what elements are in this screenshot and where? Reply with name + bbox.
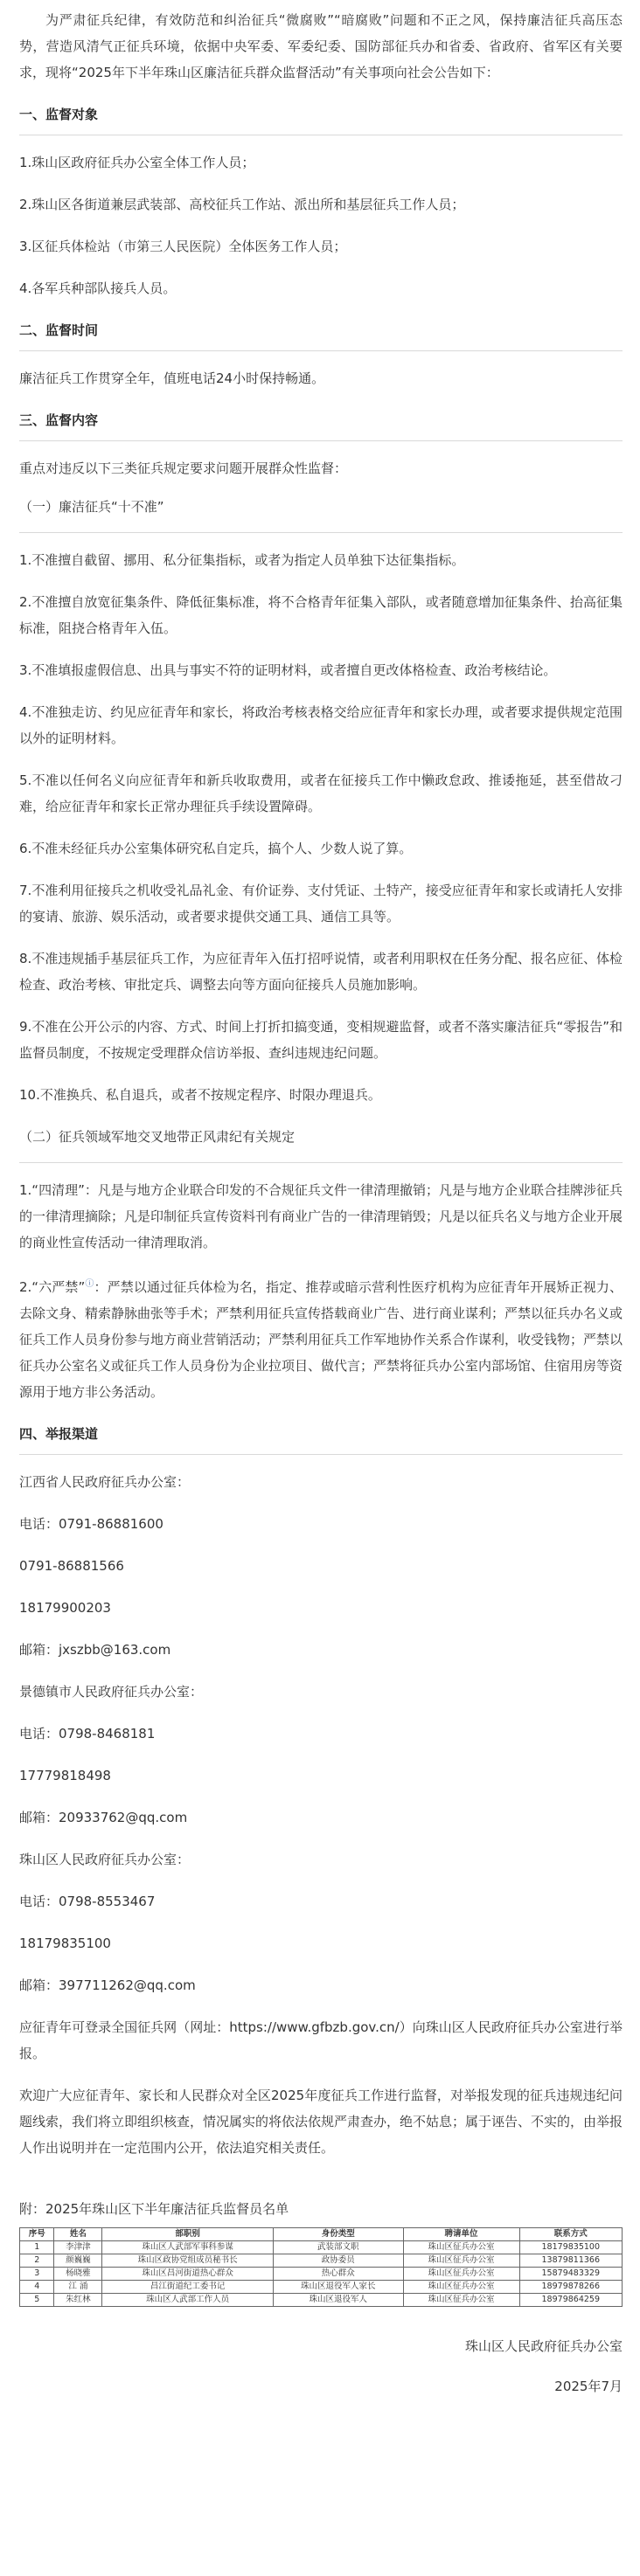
col-header: 联系方式 xyxy=(519,2228,622,2241)
appendix-caption: 附：2025年珠山区下半年廉洁征兵监督员名单 xyxy=(19,2201,289,2217)
col-header: 身份类型 xyxy=(273,2228,403,2241)
table-row xyxy=(20,2294,623,2307)
signature-block xyxy=(19,2333,623,2399)
contact-line: 18179835100 xyxy=(19,1935,111,1951)
table-row xyxy=(20,2254,623,2268)
rule-3: 3.不准填报虚假信息、出具与事实不符的证明材料，或者擅自更改体格检查、政治考核结论。 xyxy=(19,662,557,678)
contact-email[interactable]: 邮箱：20933762@qq.com xyxy=(19,1810,188,1825)
online-report: 应征青年可登录全国征兵网（网址：https://www.gfbzb.gov.cn/）向珠山区人民政府征兵办公室进行举报。 xyxy=(19,2019,623,2061)
table-row xyxy=(20,2281,623,2294)
table-cell: 珠山区征兵办公室 xyxy=(403,2254,519,2268)
signature-org: 珠山区人民政府征兵办公室 xyxy=(464,2338,623,2354)
rule-7: 7.不准利用征接兵之机收受礼品礼金、有价证券、支付凭证、土特产，接受应征青年和家长或请托人安排的宴请、旅游、娱乐活动，或者要求提供交通工具、通信工具等。 xyxy=(19,883,623,924)
signature-date: 2025年7月 xyxy=(554,2379,623,2394)
table-cell: 朱红林 xyxy=(54,2294,102,2307)
table-cell: 5 xyxy=(20,2294,54,2307)
section-2-heading: 二、监督时间 xyxy=(19,322,99,338)
s3-subheading-1: （一）廉洁征兵“十不准” xyxy=(19,499,164,515)
table-cell: 珠山区征兵办公室 xyxy=(403,2241,519,2254)
rule-1: 1.不准擅自截留、挪用、私分征集指标，或者为指定人员单独下达征集指标。 xyxy=(19,552,465,568)
table-cell: 武装部文职 xyxy=(273,2241,403,2254)
table-cell: 18979878266 xyxy=(519,2281,622,2294)
divider xyxy=(19,1162,623,1163)
divider xyxy=(19,350,623,351)
table-cell: 珠山区征兵办公室 xyxy=(403,2281,519,2294)
table-cell: 4 xyxy=(20,2281,54,2294)
four-clear-label: 1.“四清理” xyxy=(19,1182,85,1198)
table-cell: 颜巍巍 xyxy=(54,2254,102,2268)
table-cell: 1 xyxy=(20,2241,54,2254)
contact-email[interactable]: 邮箱：397711262@qq.com xyxy=(19,1977,196,1993)
s3-lead: 重点对违反以下三类征兵规定要求问题开展群众性监督： xyxy=(19,460,348,476)
closing-paragraph: 欢迎广大应征青年、家长和人民群众对全区2025年度征兵工作进行监督，对举报发现的征兵违规违纪问题线索，我们将立即组织核查，情况属实的将依法依规严肃查办，绝不姑息；属于诬告、不实的，由举报人作出说明并在一定范围内公开，依法追究相关责任。 xyxy=(19,2088,623,2156)
six-bans-label: 2.“六严禁” xyxy=(19,1279,86,1295)
contact-province xyxy=(19,1469,623,1663)
s1-item-1: 1.珠山区政府征兵办公室全体工作人员； xyxy=(19,155,255,170)
rule-5: 5.不准以任何名义向应征青年和新兵收取费用，或者在征接兵工作中懒政怠政、推诿拖延，甚至借故刁难，给应征青年和家长正常办理征兵手续设置障碍。 xyxy=(19,772,623,814)
table-cell: 15879483329 xyxy=(519,2268,622,2281)
table-row xyxy=(20,2268,623,2281)
table-cell: 政协委员 xyxy=(273,2254,403,2268)
col-header: 部职别 xyxy=(102,2228,273,2241)
table-cell: 珠山区人武部工作人员 xyxy=(102,2294,273,2307)
contact-line: 17779818498 xyxy=(19,1768,111,1783)
table-cell: 李津津 xyxy=(54,2241,102,2254)
table-cell: 13879811366 xyxy=(519,2254,622,2268)
col-header: 序号 xyxy=(20,2228,54,2241)
rule-8: 8.不准违规插手基层征兵工作，为应征青年入伍打招呼说情，或者利用职权在任务分配、报名应征、体检检查、政治考核、审批定兵、调整去向等方面向征接兵人员施加影响。 xyxy=(19,951,623,993)
table-cell: 珠山区退役军人家长 xyxy=(273,2281,403,2294)
contact-org: 珠山区人民政府征兵办公室： xyxy=(19,1852,191,1867)
table-cell: 珠山区昌河街道热心群众 xyxy=(102,2268,273,2281)
divider xyxy=(19,532,623,533)
s1-item-4: 4.各军兵种部队接兵人员。 xyxy=(19,280,177,296)
col-header: 聘请单位 xyxy=(403,2228,519,2241)
rule-9: 9.不准在公开公示的内容、方式、时间上打折扣搞变通，变相规避监督，或者不落实廉洁征兵“零报告”和监督员制度，不按规定受理群众信访举报、查纠违规违纪问题。 xyxy=(19,1019,623,1061)
table-cell: 杨晓雅 xyxy=(54,2268,102,2281)
table-cell: 18979864259 xyxy=(519,2294,622,2307)
rule-2: 2.不准擅自放宽征集条件、降低征集标准，将不合格青年征集入部队，或者随意增加征集条件、抬高征集标准，阻挠合格青年入伍。 xyxy=(19,594,623,636)
s3-subheading-2: （二）征兵领域军地交叉地带正风肃纪有关规定 xyxy=(19,1129,296,1145)
section-4-heading: 四、举报渠道 xyxy=(19,1426,99,1442)
table-cell: 江 涌 xyxy=(54,2281,102,2294)
table-cell: 3 xyxy=(20,2268,54,2281)
s2-text: 廉洁征兵工作贯穿全年，值班电话24小时保持畅通。 xyxy=(19,370,325,386)
table-cell: 昌江街道纪工委书记 xyxy=(102,2281,273,2294)
rule-10: 10.不准换兵、私自退兵，或者不按规定程序、时限办理退兵。 xyxy=(19,1087,381,1103)
info-icon: ⓘ xyxy=(85,1279,94,1289)
table-cell: 珠山区征兵办公室 xyxy=(403,2268,519,2281)
table-cell: 热心群众 xyxy=(273,2268,403,2281)
contact-line: 0791-86881566 xyxy=(19,1558,124,1574)
table-header-row xyxy=(20,2228,623,2241)
six-bans-paragraph xyxy=(19,1271,623,1405)
contact-district xyxy=(19,1846,623,1998)
table-cell: 珠山区政协党组成员秘书长 xyxy=(102,2254,273,2268)
table-cell: 珠山区退役军人 xyxy=(273,2294,403,2307)
contact-email[interactable]: 邮箱：jxszbb@163.com xyxy=(19,1642,171,1658)
table-row xyxy=(20,2241,623,2254)
contact-city xyxy=(19,1679,623,1831)
table-cell: 珠山区征兵办公室 xyxy=(403,2294,519,2307)
divider xyxy=(19,1454,623,1455)
contact-org: 景德镇市人民政府征兵办公室： xyxy=(19,1684,204,1700)
rule-4: 4.不准独走访、约见应征青年和家长，将政治考核表格交给应征青年和家长办理，或者要求提供规定范围以外的证明材料。 xyxy=(19,704,623,746)
contact-org: 江西省人民政府征兵办公室： xyxy=(19,1474,191,1490)
table-cell: 18179835100 xyxy=(519,2241,622,2254)
four-clear-paragraph xyxy=(19,1177,623,1256)
announcement xyxy=(19,7,623,2399)
section-3-heading: 三、监督内容 xyxy=(19,412,99,428)
six-bans-text: ：严禁以通过征兵体检为名，指定、推荐或暗示营利性医疗机构为应征青年开展矫正视力、去除文身、精索静脉曲张等手术；严禁利用征兵宣传搭载商业广告、进行商业谋利；严禁以征兵办名义或征兵工作人员身份参与地方商业营销活动；严禁利用征兵工作军地协作关系合作谋利，收受钱物；严禁以征兵办公室名义或征兵工作人员身份为企业拉项目、做代言；严禁将征兵办公室内部场馆、住宿用房等资源用于地方非公务活动。 xyxy=(19,1279,623,1400)
contact-line: 电话：0791-86881600 xyxy=(19,1516,163,1532)
section-1-heading: 一、监督对象 xyxy=(19,107,99,122)
four-clear-text: ：凡是与地方企业联合印发的不合规征兵文件一律清理撤销；凡是与地方企业联合挂牌涉征兵的一律清理摘除；凡是印制征兵宣传资料刊有商业广告的一律清理销毁；凡是以征兵名义与地方企业开展的商业性宣传活动一律清理取消。 xyxy=(19,1182,623,1250)
rule-6: 6.不准未经征兵办公室集体研究私自定兵，搞个人、少数人说了算。 xyxy=(19,841,413,856)
contact-line: 电话：0798-8553467 xyxy=(19,1894,156,1909)
contact-line: 电话：0798-8468181 xyxy=(19,1726,156,1742)
supervisor-table xyxy=(19,2227,623,2307)
s1-item-3: 3.区征兵体检站（市第三人民医院）全体医务工作人员； xyxy=(19,239,347,254)
table-cell: 珠山区人武部军事科参谋 xyxy=(102,2241,273,2254)
divider xyxy=(19,440,623,441)
s1-item-2: 2.珠山区各街道兼层武装部、高校征兵工作站、派出所和基层征兵工作人员； xyxy=(19,197,465,212)
intro-paragraph: 为严肃征兵纪律，有效防范和纠治征兵“微腐败”“暗腐败”问题和不正之风，保持廉洁征兵高压态势，营造风清气正征兵环境，依据中央军委、军委纪委、国防部征兵办和省委、省政府、省军区有关要求，现将“2025年下半年珠山区廉洁征兵群众监督活动”有关事项向社会公告如下： xyxy=(19,12,623,80)
table-cell: 2 xyxy=(20,2254,54,2268)
col-header: 姓名 xyxy=(54,2228,102,2241)
contact-line: 18179900203 xyxy=(19,1600,111,1616)
